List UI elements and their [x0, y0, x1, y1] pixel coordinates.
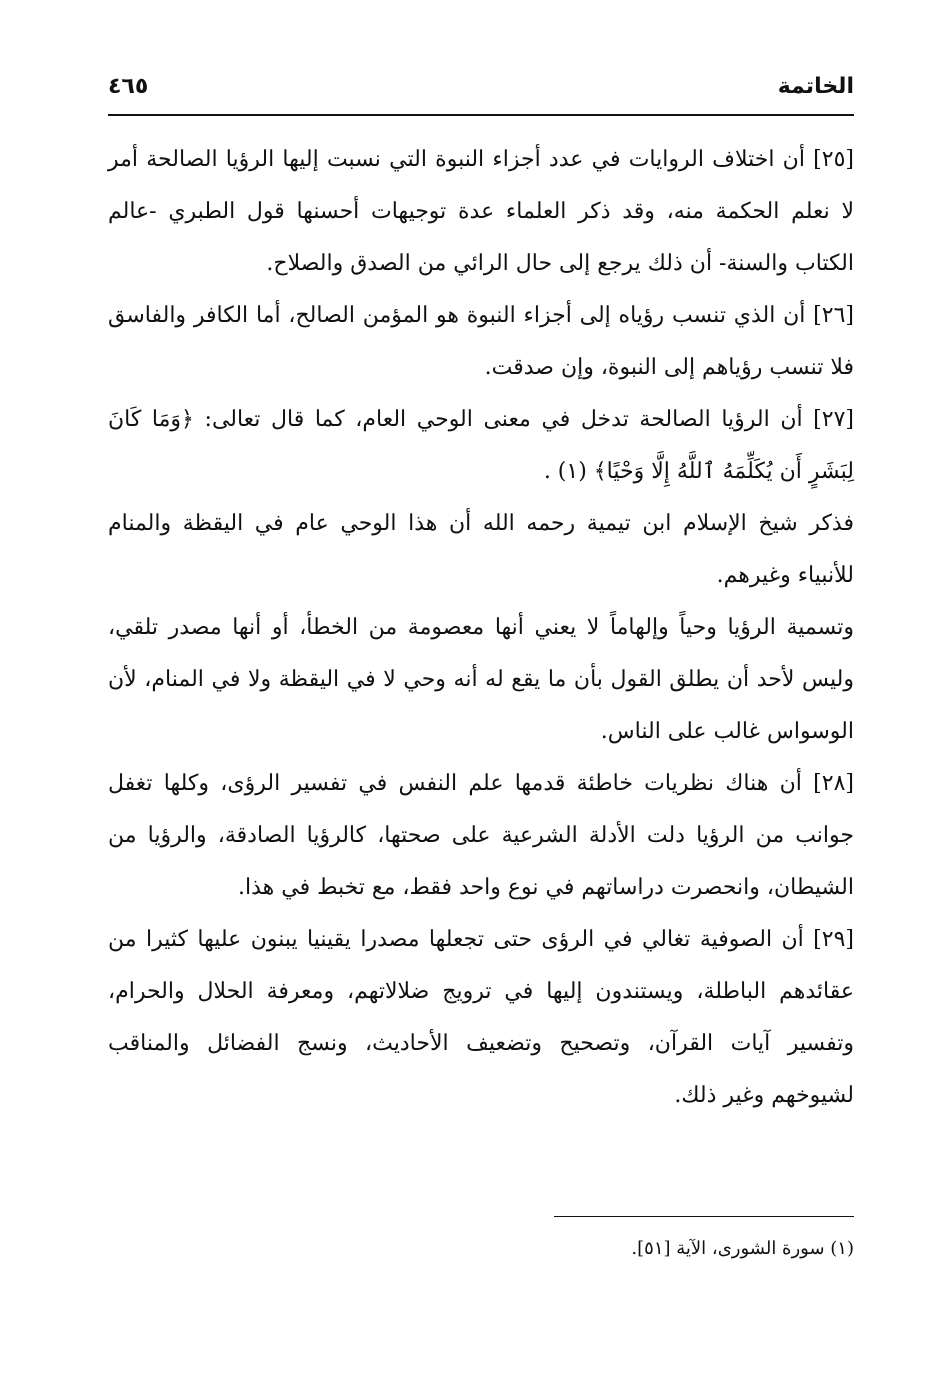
- header-divider: [108, 114, 854, 116]
- paragraph-27: [٢٧] أن الرؤيا الصالحة تدخل في معنى الوحي العام، كما قال تعالى: ﴿وَمَا كَانَ لِبَشَرٍ أَن يُكَلِّمَهُ ٱللَّهُ إِلَّا وَحْيًا﴾ (١) .: [108, 407, 854, 484]
- footnote-divider: [554, 1216, 854, 1217]
- page-header: [108, 66, 854, 106]
- chapter-title: الخاتمة: [777, 73, 854, 99]
- paragraph-26: [٢٦] أن الذي تنسب رؤياه إلى أجزاء النبوة هو المؤمن الصالح، أما الكافر والفاسق فلا تنسب رؤياهم إلى النبوة، وإن صدقت.: [108, 303, 854, 380]
- paragraph-naming-vision: وتسمية الرؤيا وحياً وإلهاماً لا يعني أنها معصومة من الخطأ، أو أنها مصدر تلقي، وليس لأحد أن يطلق القول بأن ما يقع له أنه وحي لا في اليقظة ولا في المنام، لأن الوسواس غالب على الناس.: [108, 615, 854, 744]
- paragraph-ibn-taymiyya: فذكر شيخ الإسلام ابن تيمية رحمه الله أن هذا الوحي عام في اليقظة والمنام للأنبياء وغيرهم.: [108, 511, 854, 588]
- paragraph-28: [٢٨] أن هناك نظريات خاطئة قدمها علم النفس في تفسير الرؤى، وكلها تغفل جوانب من الرؤيا دلت الأدلة الشرعية على صحتها، كالرؤيا الصادقة، والرؤيا من الشيطان، وانحصرت دراساتهم في نوع واحد فقط، مع تخبط في هذا.: [108, 771, 854, 900]
- main-text: [108, 134, 854, 1122]
- page-number: ٤٦٥: [108, 73, 149, 99]
- footnote: (١) سورة الشورى، الآية [٥١].: [631, 1238, 854, 1259]
- paragraph-29: [٢٩] أن الصوفية تغالي في الرؤى حتى تجعلها مصدرا يقينيا يبنون عليها كثيرا من عقائدهم الباطلة، ويستندون إليها في ترويج ضلالاتهم، ومعرفة الحلال والحرام، وتفسير آيات القرآن، وتصحيح وتضعيف الأحاديث، ونسج الفضائل والمناقب لشيوخهم وغير ذلك.: [108, 927, 854, 1108]
- paragraph-25: [٢٥] أن اختلاف الروايات في عدد أجزاء النبوة التي نسبت إليها الرؤيا الصالحة أمر لا نعلم الحكمة منه، وقد ذكر العلماء عدة توجيهات أحسنها قول الطبري -عالم الكتاب والسنة- أن ذلك يرجع إلى حال الرائي من الصدق والصلاح.: [108, 147, 854, 276]
